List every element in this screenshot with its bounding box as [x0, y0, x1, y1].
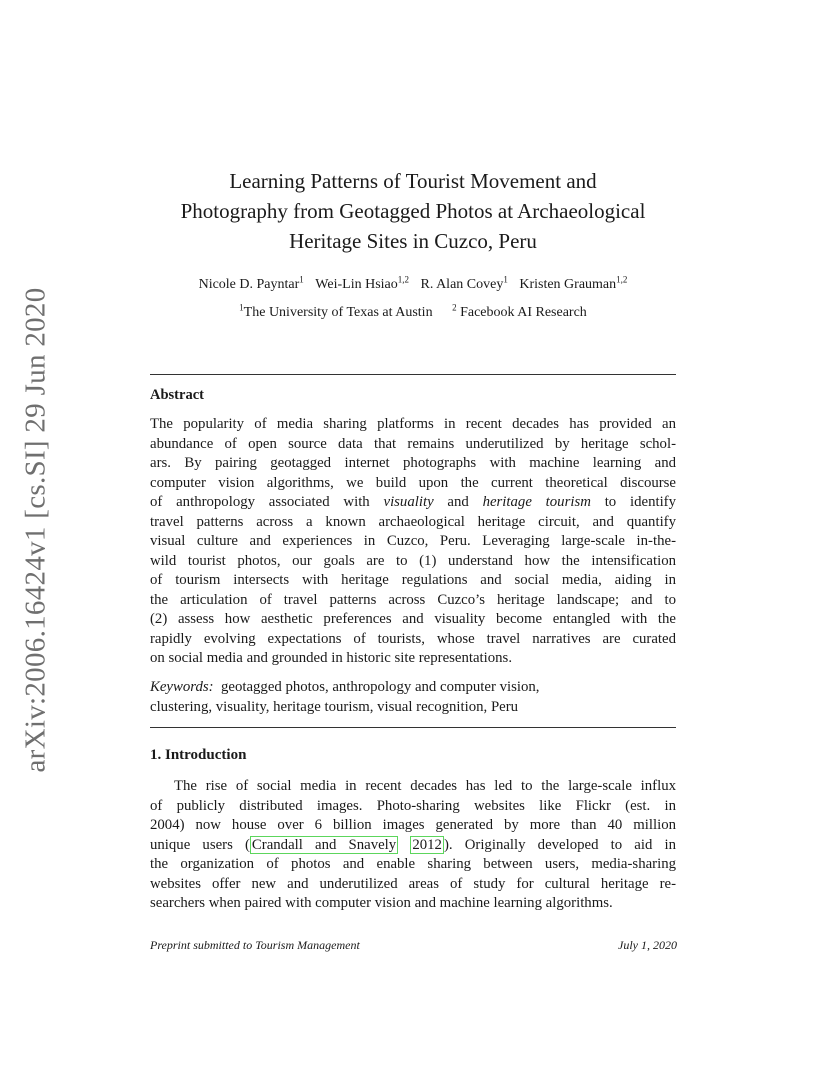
introduction-line — [150, 894, 676, 914]
keywords-label: Keywords: — [150, 679, 214, 695]
abstract-line — [150, 630, 676, 650]
footer-venue: Preprint submitted to Tourism Management — [150, 938, 360, 952]
author-name: R. Alan Covey — [420, 277, 504, 292]
text-run: computer vision algorithms, we build upon the current theoretical discourse — [150, 474, 676, 491]
abstract-line — [150, 474, 676, 494]
text-run: (2) assess how aesthetic preferences and visuality become entangled with the — [150, 611, 676, 627]
title-line: Heritage Sites in Cuzco, Peru — [289, 229, 537, 253]
text-run: ars. By pairing geotagged internet photographs with machine learning and — [150, 455, 676, 471]
author-affiliation-mark: 1,2 — [397, 274, 409, 285]
title-line: Photography from Geotagged Photos at Archaeological — [180, 199, 646, 223]
affiliation-list — [120, 303, 706, 323]
author-name: Wei-Lin Hsiao — [315, 277, 398, 292]
emphasis-term: heritage tourism — [482, 494, 591, 510]
keywords-line — [150, 678, 676, 698]
citation-link[interactable]: Crandall and Snavely — [251, 836, 397, 853]
abstract-line — [150, 532, 676, 552]
text-run: abundance of open source data that remains underutilized by heritage schol- — [150, 435, 676, 452]
paper-title — [150, 166, 676, 256]
emphasis-term: visuality — [383, 494, 434, 510]
affiliation-name: The University of Texas at Austin — [243, 305, 433, 320]
abstract-line — [150, 649, 676, 669]
abstract-line — [150, 610, 676, 630]
text-run: unique users ( — [150, 836, 250, 853]
title-line: Learning Patterns of Tourist Movement and — [229, 169, 597, 193]
text-run: 2004) now house over 6 billion images generated by more than 40 million — [150, 817, 676, 833]
affiliation-mark: 1 — [239, 302, 244, 313]
text-run: the organization of photos and enable sharing between users, media-sharing — [150, 856, 676, 872]
introduction-line — [150, 855, 676, 875]
abstract-line — [150, 435, 676, 455]
introduction-body — [150, 777, 676, 914]
abstract-line — [150, 454, 676, 474]
citation-link[interactable]: 2012 — [412, 836, 442, 853]
introduction-line — [150, 816, 676, 836]
author-affiliation-mark: 1,2 — [616, 274, 628, 285]
author-affiliation-mark: 1 — [299, 274, 304, 285]
text-run: the articulation of travel patterns across Cuzco’s heritage landscape; and to — [150, 591, 676, 608]
keywords-line: clustering, visuality, heritage tourism, visual recognition, Peru — [150, 698, 519, 715]
text-run: The popularity of media sharing platforms in recent decades has provided an — [150, 416, 676, 432]
author-name: Nicole D. Payntar — [198, 277, 300, 292]
text-run: travel patterns across a known archaeological heritage circuit, and quantify — [150, 513, 676, 530]
keywords-text: geotagged photos, anthropology and computer vision, — [220, 679, 540, 695]
abstract-line — [150, 415, 676, 435]
abstract-body — [150, 415, 676, 669]
text-run: rapidly evolving expectations of tourists, whose travel narratives are curated — [150, 630, 676, 647]
text-run: of anthropology associated with — [150, 494, 384, 510]
text-run: visual culture and experiences in Cuzco, Peru. Leveraging large-scale in-the- — [150, 533, 676, 549]
affiliation-mark: 2 — [452, 302, 457, 313]
author — [315, 274, 409, 292]
text-run: searchers when paired with computer vision and machine learning algorithms. — [150, 895, 613, 911]
text-run: ). Originally developed to aid in — [443, 836, 677, 853]
abstract-line — [150, 513, 676, 533]
introduction-heading: 1. Introduction — [150, 747, 247, 763]
abstract-bottom-rule — [150, 727, 676, 728]
text-run: and — [433, 494, 483, 510]
text-run: The rise of social media in recent decades has led to the large-scale influx — [174, 778, 676, 794]
text-run: of publicly distributed images. Photo-sharing websites like Flickr (est. in — [150, 797, 676, 814]
keywords — [150, 678, 676, 717]
author — [198, 274, 304, 292]
author-list — [120, 275, 706, 295]
text-run: of tourism intersects with heritage regulations and social media, aiding in — [150, 572, 676, 588]
text-run — [398, 837, 410, 853]
affiliation-name: Facebook AI Research — [460, 305, 587, 320]
author-affiliation-mark: 1 — [503, 274, 508, 285]
abstract-top-rule — [150, 374, 676, 375]
text-run: on social media and grounded in historic site representations. — [150, 650, 513, 666]
author — [420, 274, 508, 292]
text-run: wild tourist photos, our goals are to (1) understand how the intensification — [150, 552, 676, 569]
affiliation — [239, 302, 433, 320]
introduction-line — [150, 797, 676, 817]
author — [519, 274, 628, 292]
footer-date: July 1, 2020 — [618, 938, 677, 952]
abstract-line — [150, 493, 676, 513]
introduction-line — [150, 777, 676, 797]
affiliation — [452, 302, 587, 320]
arxiv-identifier-stamp: arXiv:2006.16424v1 [cs.SI] 29 Jun 2020 — [19, 287, 52, 773]
introduction-line — [150, 875, 676, 895]
author-name: Kristen Grauman — [519, 277, 617, 292]
abstract-line — [150, 591, 676, 611]
abstract-heading: Abstract — [150, 387, 204, 403]
introduction-line — [150, 836, 676, 856]
abstract-line — [150, 552, 676, 572]
abstract-line — [150, 571, 676, 591]
text-run: websites offer new and underutilized areas of study for cultural heritage re- — [150, 875, 676, 892]
text-run: to identify — [590, 494, 677, 510]
